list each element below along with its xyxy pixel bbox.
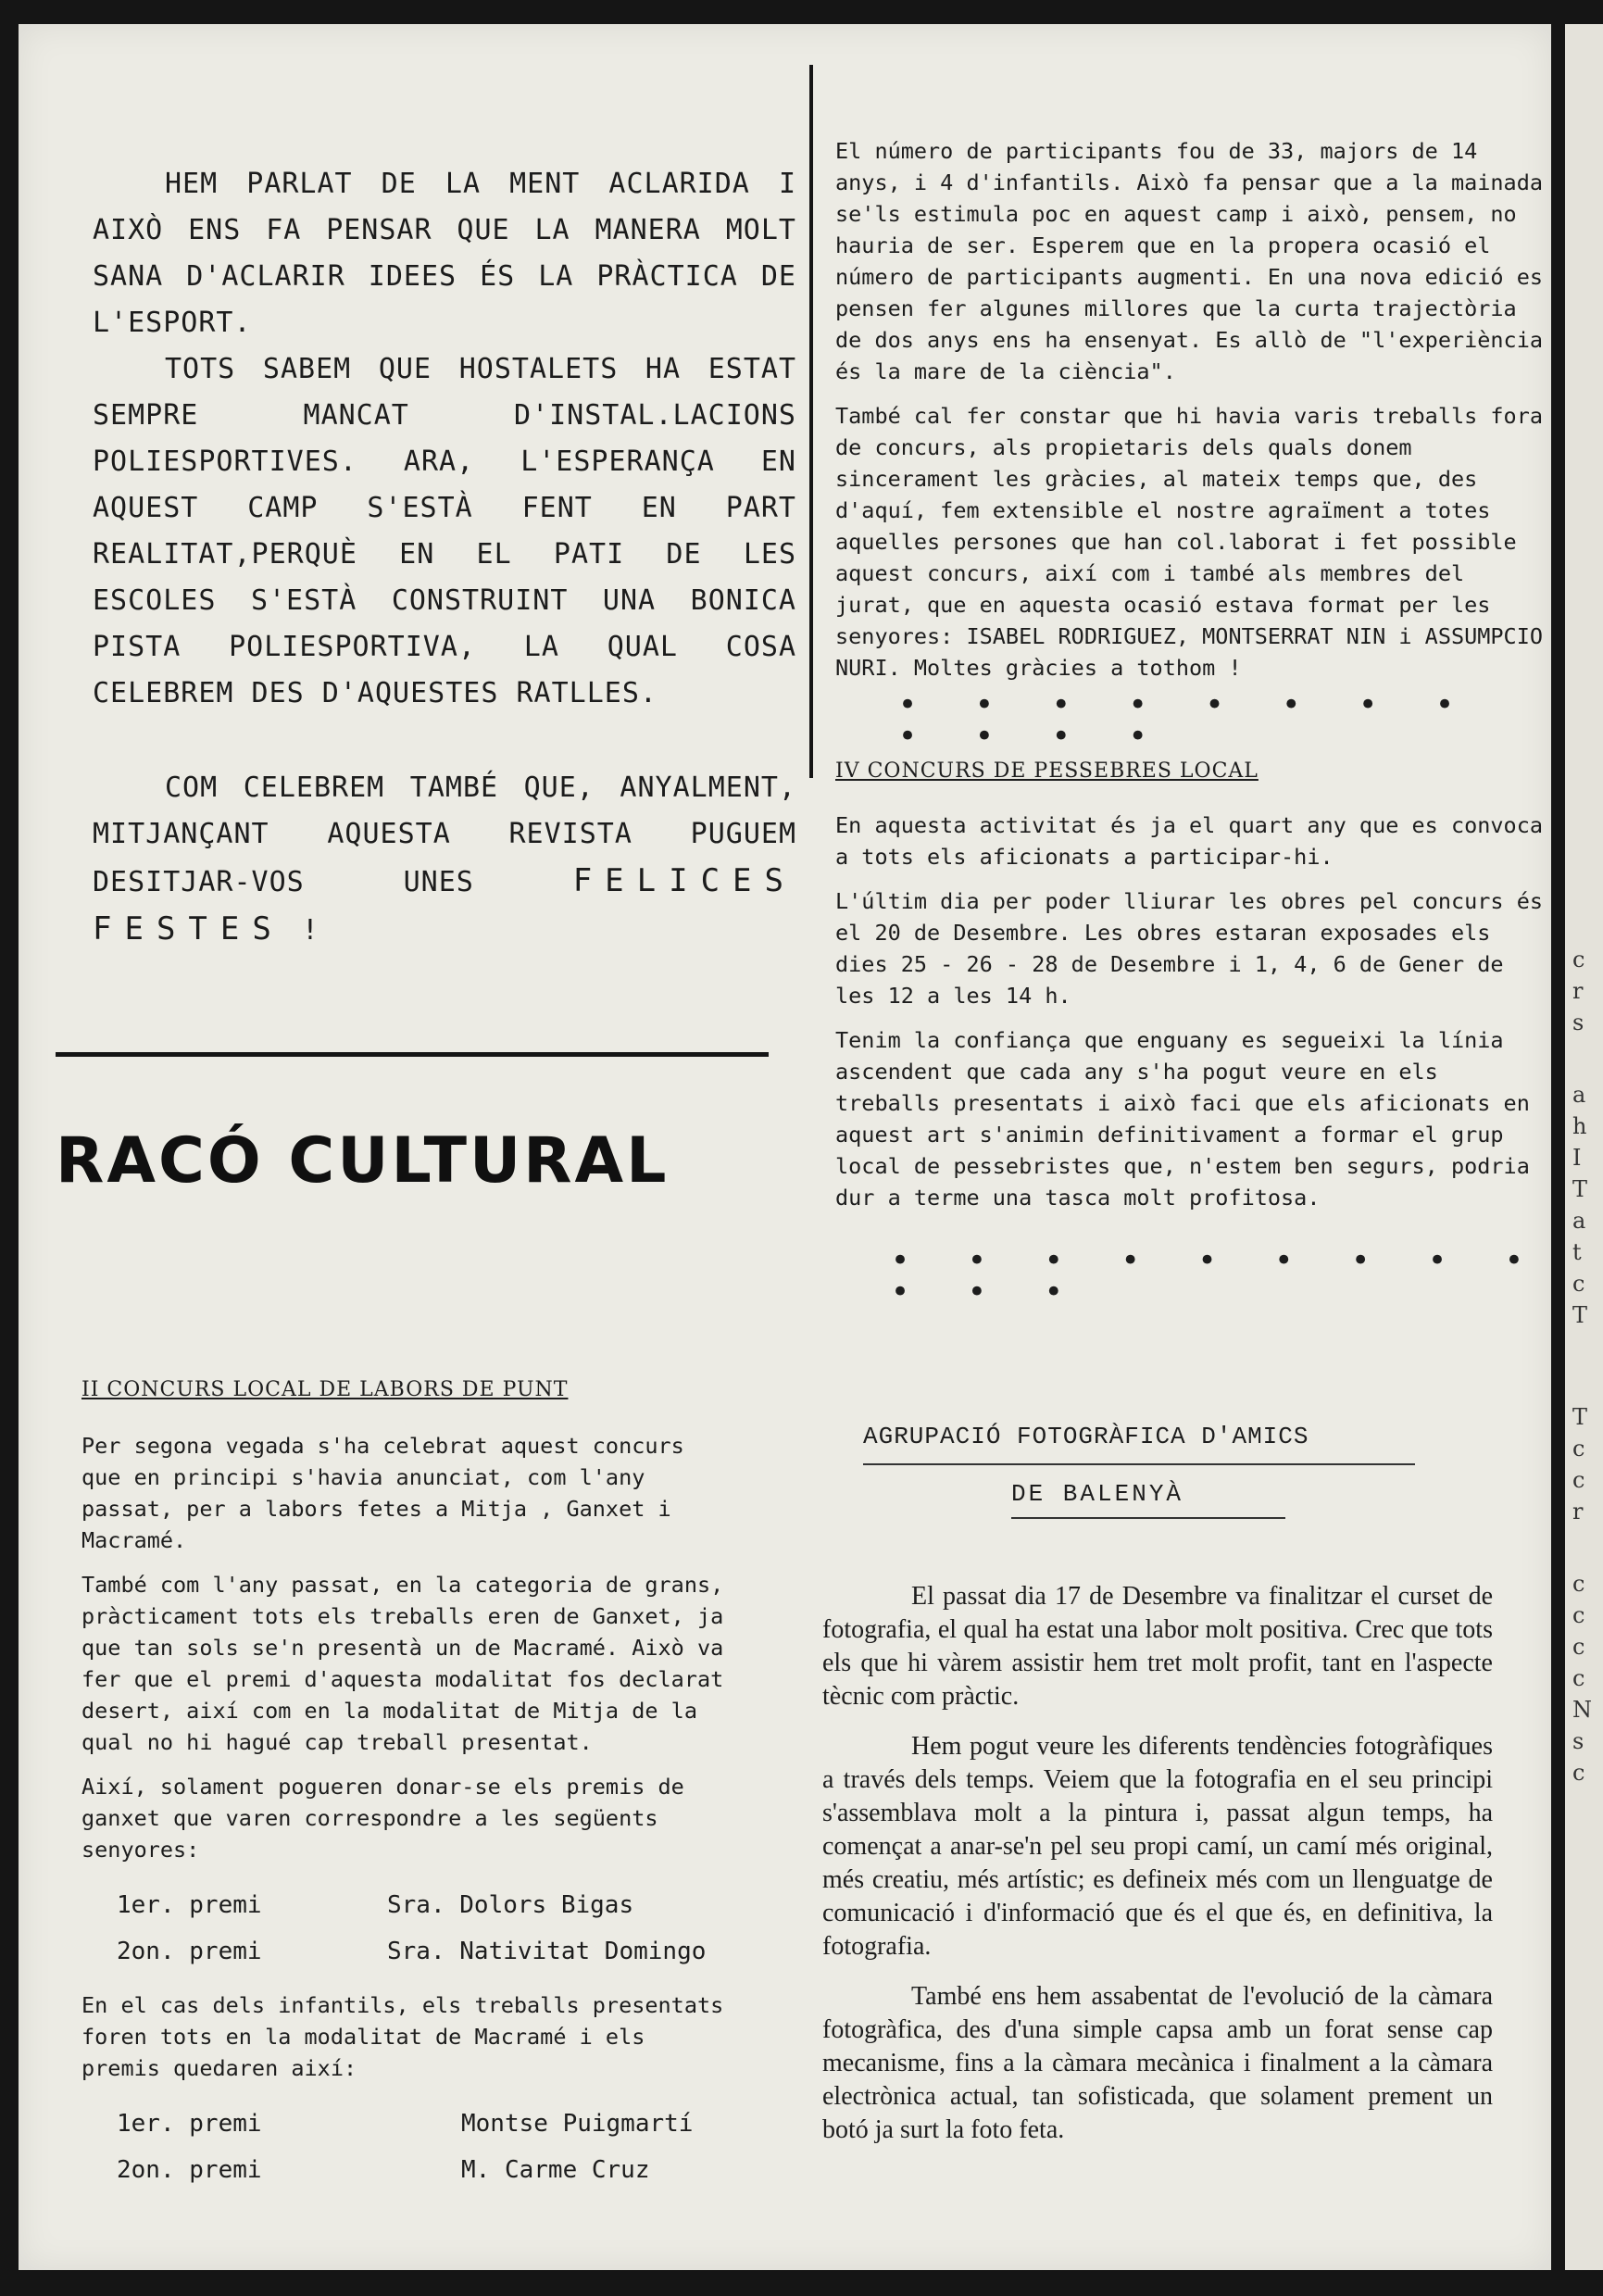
pessebres-heading: IV CONCURS DE PESSEBRES LOCAL bbox=[835, 759, 1259, 783]
intro-paragraph bbox=[93, 765, 796, 954]
next-page-letter: s bbox=[1572, 1728, 1584, 1754]
photo-heading-line: AGRUPACIÓ FOTOGRÀFICA D'AMICS bbox=[863, 1423, 1415, 1465]
document-page bbox=[19, 24, 1551, 2270]
next-page-letter: c bbox=[1572, 1467, 1585, 1493]
next-page-letter: c bbox=[1572, 1271, 1585, 1297]
next-page-letter: T bbox=[1572, 1404, 1588, 1430]
next-page-letter: N bbox=[1572, 1697, 1592, 1723]
dot-separator: • • • • • • • • • • • • bbox=[891, 1242, 1547, 1311]
next-page-letter: c bbox=[1572, 1571, 1585, 1597]
intro-closing-text: COM CELEBREM TAMBÉ QUE, ANYALMENT, MITJANÇANT AQUESTA REVISTA PUGUEM DESITJAR-VOS UNES bbox=[93, 772, 796, 898]
photo-heading-line: DE BALENYÀ bbox=[1011, 1480, 1285, 1519]
prize-winner: M. Carme Cruz bbox=[461, 2156, 650, 2184]
labors-paragraph: En el cas dels infantils, els treballs presentats foren tots en la modalitat de Macramé i els premis quedaren així: bbox=[81, 1992, 724, 2081]
next-page-letter: c bbox=[1572, 1602, 1585, 1628]
prize-row bbox=[117, 1882, 730, 1928]
article-paragraph: L'últim dia per poder lliurar les obres pel concurs és el 20 de Desembre. Les obres estaran exposades els dies 25 - 26 - 28 de Desembre i 1, 4, 6 de Gener de les 12 a les 14 h. bbox=[835, 888, 1544, 1009]
next-page-letter: s bbox=[1572, 1010, 1584, 1035]
section-rule bbox=[56, 1052, 769, 1057]
article-paragraph: Tenim la confiança que enguany es segueixi la línia ascendent que cada any s'ha pogut veure en els treballs presentats i això faci que els aficionats en aquest art s'animin definitivament a formar el grup local de pessebristes que, n'estem ben segurs, podria dur a terme una tasca molt profitosa. bbox=[835, 1027, 1530, 1211]
photo-paragraph: També ens hem assabentat de l'evolució de la càmara fotogràfica, des d'una simple capsa amb un forat sense cap mecanisme, fins a la càmara mecànica i finalment a la càmara electrònica actual, tan sofisticada, que solament prement un botó ja surt la foto feta. bbox=[822, 1982, 1493, 2144]
next-page-letter: r bbox=[1572, 978, 1584, 1004]
prize-row bbox=[117, 1928, 730, 1975]
next-page-letter: a bbox=[1572, 1082, 1586, 1108]
next-page-letter: r bbox=[1572, 1499, 1584, 1524]
next-page-edge bbox=[1565, 24, 1603, 2270]
labors-heading: II CONCURS LOCAL DE LABORS DE PUNT bbox=[81, 1378, 569, 1401]
next-page-letter: T bbox=[1572, 1302, 1588, 1328]
labors-paragraph: Per segona vegada s'ha celebrat aquest concurs que en principi s'havia anunciat, com l'any passat, per a labors fetes a Mitja , Ganxet i Macramé. bbox=[81, 1433, 684, 1553]
article-paragraph: El número de participants fou de 33, majors de 14 anys, i 4 d'infantils. Això fa pensar que a la mainada se'ls estimula poc en aquest camp i això, pensem, no hauria de ser. Esperem que en la propera ocasió el número de participants augmenti. En una nova edició es pensen fer algunes millores que la curta trajectòria de dos anys ens ha ensenyat. Es allò de "l'experiència és la mare de la ciència". bbox=[835, 138, 1544, 384]
intro-text bbox=[93, 161, 796, 954]
labors-paragraph: També com l'any passat, en la categoria de grans, pràcticament tots els treballs eren de Ganxet, ja que tan sols se'n presentà un de Macramé. Això va fer que el premi d'aquesta modalitat fos declarat desert, així com en la modalitat de Mitja de la qual no hi hagué cap treball presentat. bbox=[81, 1572, 724, 1755]
right-column bbox=[835, 135, 1548, 1311]
prize-winner: Montse Puigmartí bbox=[461, 2110, 694, 2138]
next-page-letter: T bbox=[1572, 1176, 1588, 1202]
next-page-letter: c bbox=[1572, 947, 1585, 972]
prize-row bbox=[117, 2101, 730, 2147]
photo-article bbox=[822, 1580, 1493, 2164]
prize-rank: 2on. premi bbox=[117, 2156, 262, 2184]
next-page-letter: c bbox=[1572, 1760, 1585, 1786]
prize-winner: Sra. Nativitat Domingo bbox=[387, 1938, 707, 1965]
next-page-letter: c bbox=[1572, 1436, 1585, 1462]
intro-paragraph: HEM PARLAT DE LA MENT ACLARIDA I AIXÒ ENS FA PENSAR QUE LA MANERA MOLT SANA D'ACLARIR IDEES ÉS LA PRÀCTICA DE L'ESPORT. bbox=[93, 168, 796, 339]
next-page-letter: a bbox=[1572, 1208, 1586, 1234]
prize-row bbox=[117, 2147, 730, 2193]
next-page-letter: t bbox=[1572, 1239, 1582, 1265]
next-page-letter: c bbox=[1572, 1634, 1585, 1660]
prize-rank: 2on. premi bbox=[117, 1938, 262, 1965]
photo-paragraph: El passat dia 17 de Desembre va finalitzar el curset de fotografia, el qual ha estat una labor molt positiva. Crec que tots els que hi vàrem assistir hem tret molt profit, tant en l'aspecte tècnic com pràctic. bbox=[822, 1582, 1493, 1711]
intro-greeting: FELICES FESTES bbox=[93, 862, 796, 947]
photo-paragraph: Hem pogut veure les diferents tendències fotogràfiques a través dels temps. Veiem que la fotografia en el seu principi s'assemblava molt a la pintura i, passat algun temps, ha començat a anar-se'n pel seu propi camí, un camí més original, més creatiu, més artístic; es defineix més com un llenguatge de comunicació i d'informació que és el que és, en definitiva, la fotografia. bbox=[822, 1732, 1493, 1961]
next-page-letter: I bbox=[1572, 1145, 1582, 1171]
dot-separator: • • • • • • • • • • • • bbox=[898, 686, 1479, 755]
prize-list-adults bbox=[117, 1882, 730, 1975]
prize-winner: Sra. Dolors Bigas bbox=[387, 1891, 634, 1919]
article-paragraph: En aquesta activitat és ja el quart any que es convoca a tots els aficionats a participar-hi. bbox=[835, 812, 1544, 870]
intro-exclamation: ! bbox=[301, 914, 319, 947]
labors-paragraph: Així, solament pogueren donar-se els premis de ganxet que varen correspondre a les següents senyores: bbox=[81, 1774, 684, 1863]
next-page-letter: h bbox=[1572, 1113, 1587, 1139]
prize-list-kids bbox=[117, 2101, 730, 2193]
prize-rank: 1er. premi bbox=[117, 1891, 262, 1919]
prize-rank: 1er. premi bbox=[117, 2110, 262, 2138]
article-paragraph: També cal fer constar que hi havia varis treballs fora de concurs, als propietaris dels quals donem sincerament les gràcies, al mateix temps que, des d'aquí, fem extensible el nostre agraïment a totes aquelles persones que han col.laborat i fet possible aquest concurs, així com i també als membres del jurat, que en aquesta ocasió estava format per les senyores: ISABEL RODRIGUEZ, MONTSERRAT NIN i ASSUMPCIO NURI. Moltes gràcies a tothom ! bbox=[835, 403, 1544, 681]
photo-heading bbox=[863, 1423, 1415, 1519]
labors-article bbox=[81, 1374, 730, 2208]
column-divider bbox=[809, 65, 813, 778]
section-title: RACÓ CULTURAL bbox=[56, 1124, 670, 1198]
next-page-letter: c bbox=[1572, 1665, 1585, 1691]
intro-paragraph: TOTS SABEM QUE HOSTALETS HA ESTAT SEMPRE MANCAT D'INSTAL.LACIONS POLIESPORTIVES. ARA, L'ESPERANÇA EN AQUEST CAMP S'ESTÀ FENT EN PART REALITAT,PERQUÈ EN EL PATI DE LES ESCOLES S'ESTÀ CONSTRUINT UNA BONICA PISTA POLIESPORTIVA, LA QUAL COSA CELEBREM DES D'AQUESTES RATLLES. bbox=[93, 353, 796, 709]
